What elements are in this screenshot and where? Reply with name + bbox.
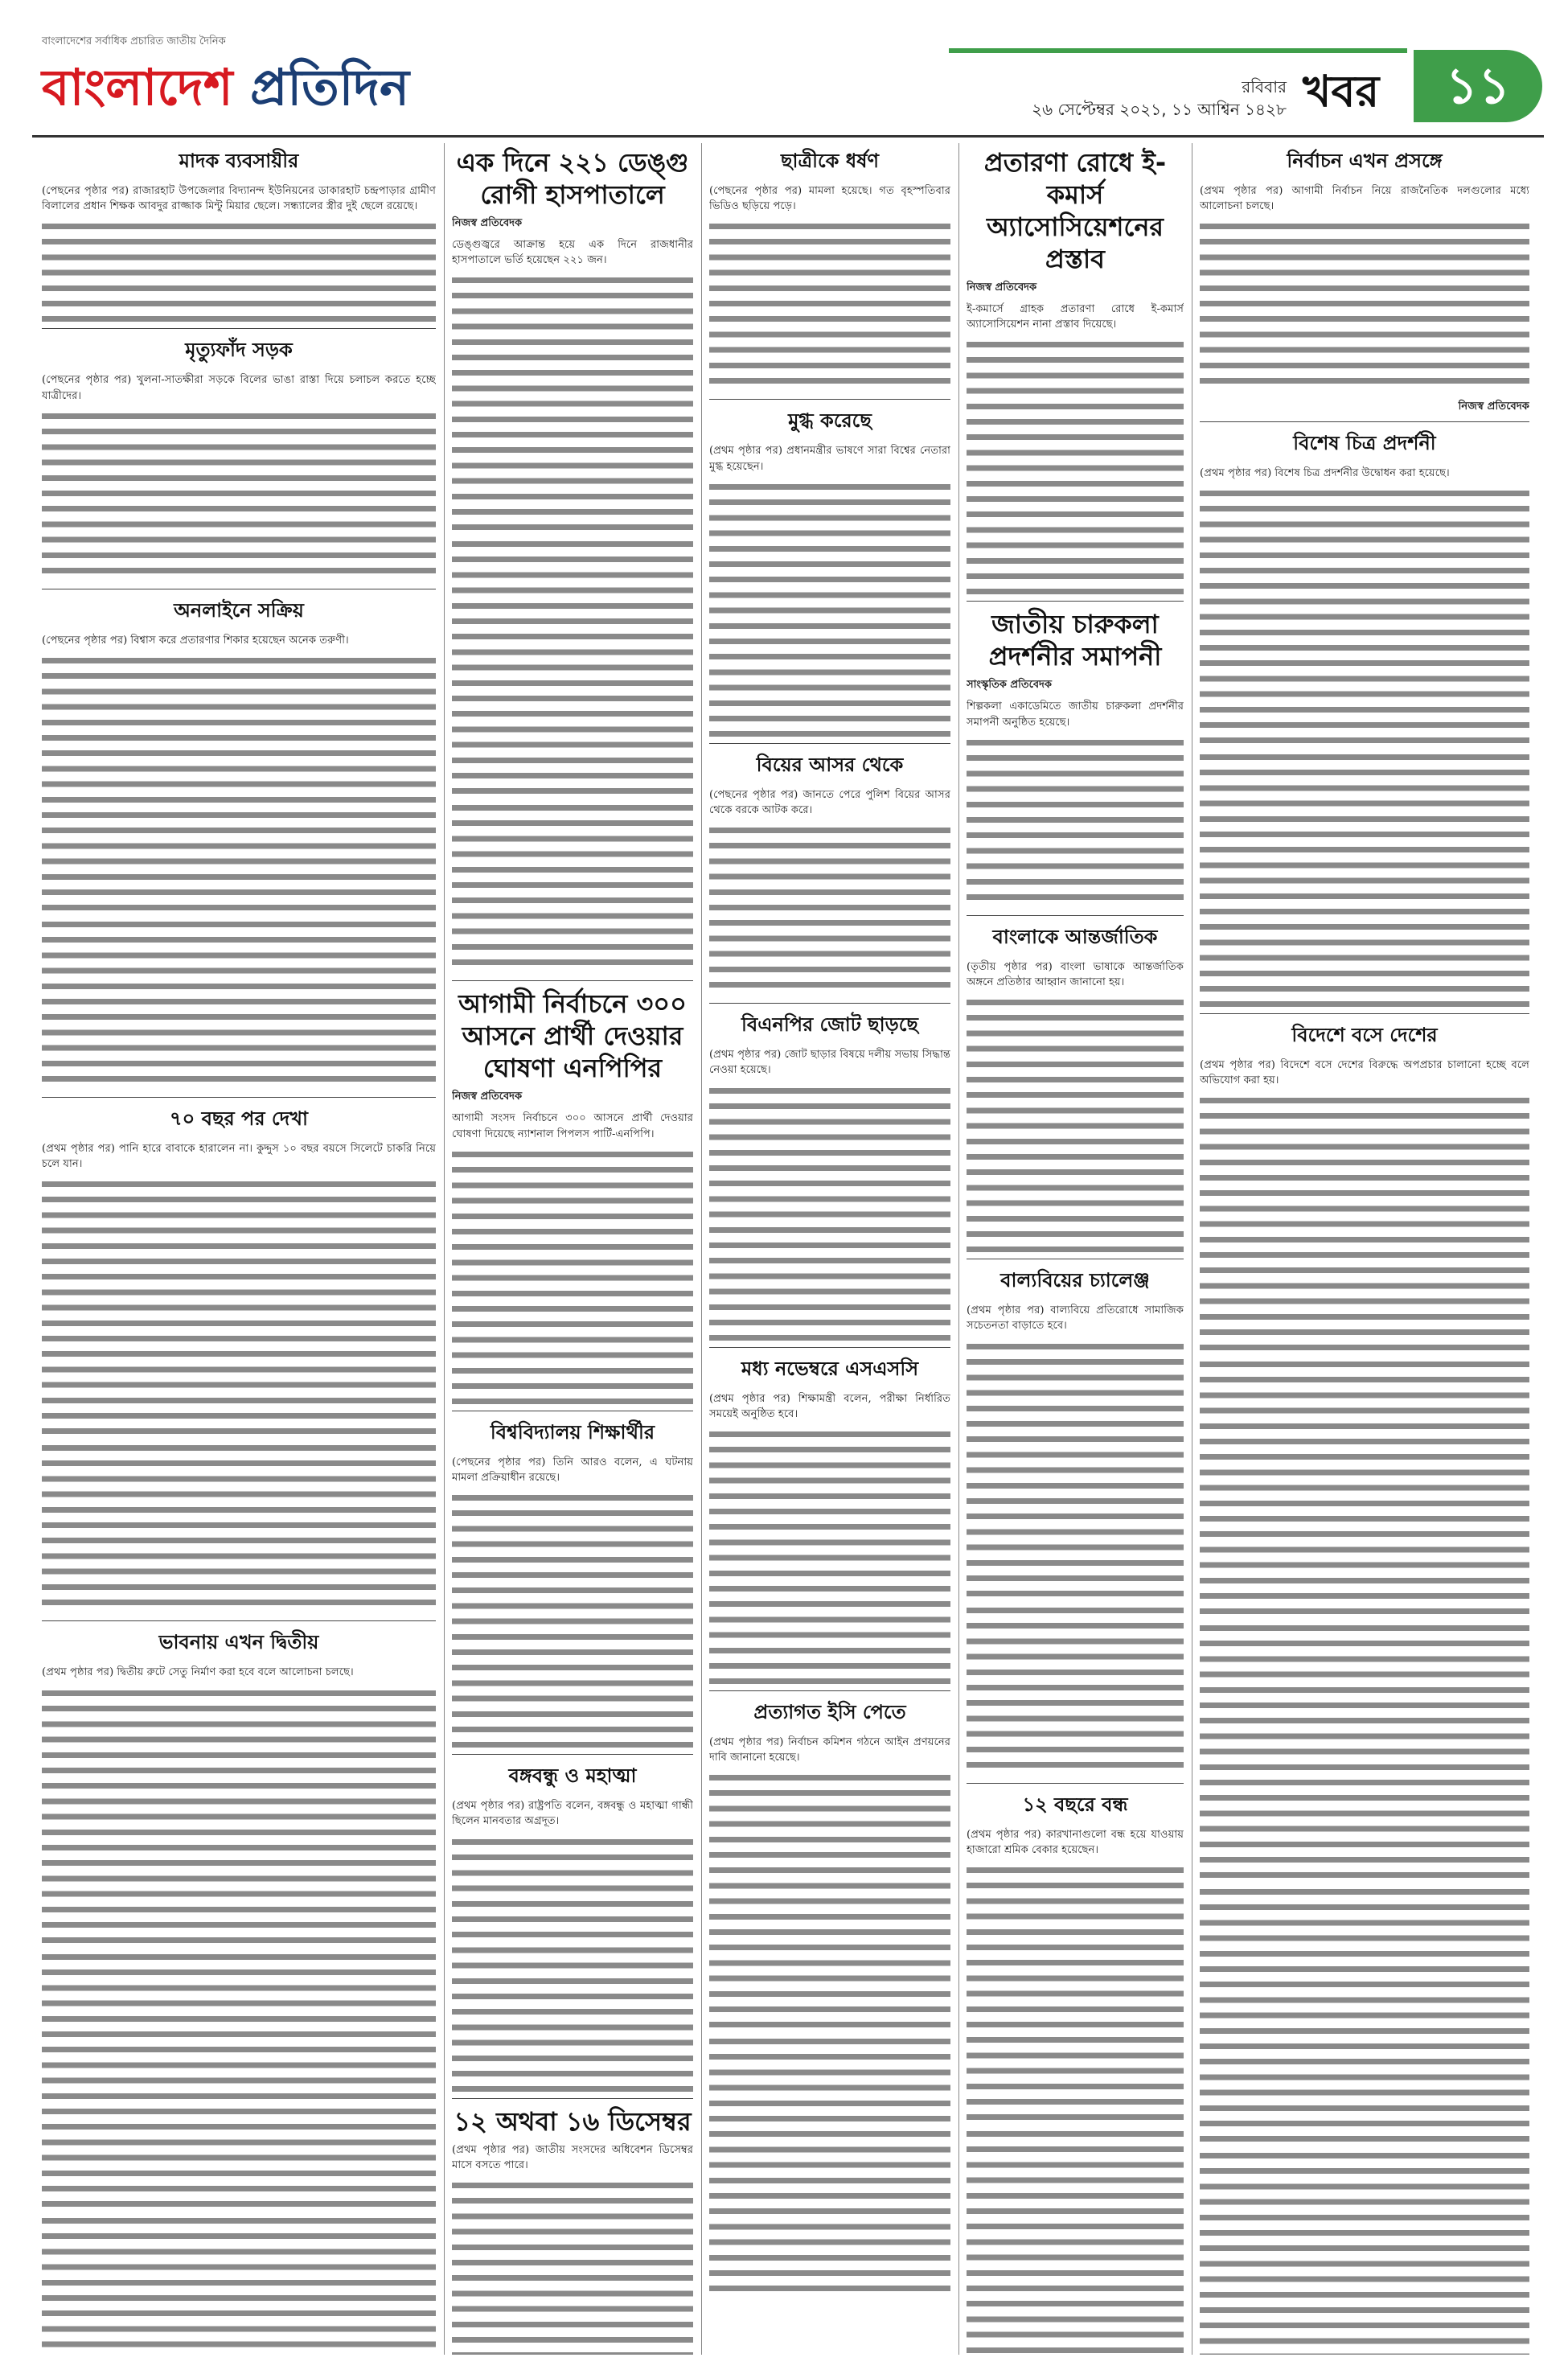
article-lead: (প্রথম পৃষ্ঠার পর) নির্বাচন কমিশন গঠনে আইন প্রণয়নের দাবি জানানো হয়েছে।: [709, 1736, 950, 1764]
article-body-text: [42, 1686, 436, 1943]
header-green-rule: [949, 48, 1407, 53]
article-body-text: [1200, 750, 1529, 1007]
article-lead: (পেছনের পৃষ্ঠার পর) বিশ্বাস করে প্রতারণার শিকার হয়েছেন অনেক তরুণী।: [42, 634, 349, 647]
divider: [1200, 421, 1529, 422]
divider: [452, 980, 693, 981]
article-body-text: [42, 219, 436, 322]
article-body-text: [709, 1083, 950, 1341]
article-body-text: [967, 2126, 1184, 2355]
article-lead: (পেছনের পৃষ্ঠার পর) খুলনা-সাতক্ষীরা সড়কে বিলের ভাঙা রাস্তা দিয়ে চলাচল করতে হচ্ছে যাত্রীদের।: [42, 374, 436, 402]
article-lead: (প্রথম পৃষ্ঠার পর) রাষ্ট্রপতি বলেন, বঙ্গবন্ধু ও মহাত্মা গান্ধী ছিলেন মানবতার অগ্রদূত।: [452, 1800, 693, 1828]
article-lead: ই-কমার্সে গ্রাহক প্রতারণা রোধে ই-কমার্স অ্যাসোসিয়েশন নানা প্রস্তাব দিয়েছে।: [967, 303, 1184, 331]
article-body-text: [709, 2034, 950, 2291]
article-lead: (পেছনের পৃষ্ঠার পর) মামলা হয়েছে। গত বৃহস্পতিবার ভিডিও ছড়িয়ে পড়ে।: [709, 185, 950, 213]
article-body-text: [1200, 1884, 1529, 2142]
article-headline[interactable]: ৭০ বছর পর দেখা: [170, 1107, 308, 1131]
article-body-text: [967, 995, 1184, 1252]
divider: [709, 1003, 950, 1004]
article-body-text: [452, 536, 693, 794]
article-body-text: [967, 1863, 1184, 2120]
article-headline[interactable]: বিশ্ববিদ্যালয় শিক্ষার্থীর: [490, 1420, 655, 1444]
divider: [967, 1783, 1184, 1784]
byline: নিজস্ব প্রতিবেদক: [452, 217, 523, 229]
article-lead: (তৃতীয় পৃষ্ঠার পর) বাংলা ভাষাকে আন্তর্জাতিক অঙ্গনে প্রতিষ্ঠার আহ্বান জানানো হয়।: [967, 960, 1184, 989]
dateline: [917, 76, 1287, 121]
article-body-text: [1200, 2148, 1529, 2355]
article-body-text: [452, 1147, 693, 1404]
byline: নিজস্ব প্রতিবেদক: [967, 281, 1037, 294]
article-headline[interactable]: বঙ্গবন্ধু ও মহাত্মা: [508, 1764, 637, 1788]
logo-tagline: বাংলাদেশের সর্বাধিক প্রচারিত জাতীয় দৈনিক: [42, 35, 226, 47]
article-body-text: [452, 1490, 693, 1748]
article-headline[interactable]: বিশেষ চিত্র প্রদর্শনী: [1293, 431, 1436, 454]
byline: সাংস্কৃতিক প্রতিবেদক: [967, 679, 1052, 692]
article-headline[interactable]: মধ্য নভেম্বরে এসএসসি: [741, 1357, 919, 1380]
divider: [1200, 1013, 1529, 1014]
article-lead: শিল্পকলা একাডেমিতে জাতীয় চারুকলা প্রদর্শনীর সমাপনী অনুষ্ঠিত হয়েছে।: [967, 700, 1184, 729]
article-body-text: [967, 337, 1184, 594]
logo-part-2: প্রতিদিন: [250, 58, 409, 117]
article-body-text: [42, 1440, 436, 1614]
article-body-text: [1200, 1620, 1529, 1878]
page-number: ১১: [1414, 50, 1542, 122]
article-lead: (প্রথম পৃষ্ঠার পর) জোট ছাড়ার বিষয়ে দলীয় সভায় সিদ্ধান্ত নেওয়া হয়েছে।: [709, 1049, 950, 1077]
column-rule: [958, 143, 959, 2355]
divider: [42, 1097, 436, 1098]
logo-text: [42, 50, 409, 133]
article-body-text: [709, 823, 950, 996]
article-body-text: [42, 917, 436, 1090]
divider: [452, 2098, 693, 2099]
article-lead: (প্রথম পৃষ্ঠার পর) দ্বিতীয় রুটে সেতু নির্মাণ করা হবে বলে আলোচনা চলছে।: [42, 1666, 354, 1679]
divider: [967, 601, 1184, 602]
weekday: রবিবার: [1242, 77, 1287, 97]
divider: [709, 1690, 950, 1691]
article-lead: ডেঙ্গুজ্বরে আক্রান্ত হয়ে এক দিনে রাজধানীর হাসপাতালে ভর্তি হয়েছেন ২২১ জন।: [452, 239, 693, 267]
article-body-text: [967, 735, 1184, 909]
article-headline[interactable]: বিয়ের আসর থেকে: [756, 753, 904, 776]
article-body-text: [42, 1949, 436, 2207]
article-headline[interactable]: এক দিনে ২২১ ডেঙ্গু রোগী হাসপাতালে: [456, 147, 689, 210]
article-body-text: [709, 1427, 950, 1684]
article-headline[interactable]: ছাত্রীকে ধর্ষণ: [781, 150, 879, 172]
article-body-text: [42, 653, 436, 910]
article-body-text: [1200, 1357, 1529, 1614]
article-body-text: [42, 1177, 436, 1434]
article-headline[interactable]: অনলাইনে সক্রিয়: [174, 598, 304, 622]
article-headline[interactable]: জাতীয় চারুকলা প্রদর্শনীর সমাপনী: [988, 609, 1162, 672]
article-body-text: [1200, 1093, 1529, 1350]
article-headline[interactable]: প্রতারণা রোধে ই-কমার্স অ্যাসোসিয়েশনের প্রস্তাব: [983, 147, 1167, 274]
newspaper-logo[interactable]: [42, 34, 492, 122]
article-lead: (প্রথম পৃষ্ঠার পর) জাতীয় সংসদের অধিবেশন ডিসেম্বর মাসে বসতে পারে।: [452, 2143, 693, 2171]
article-body-text: [452, 2178, 693, 2355]
article-headline[interactable]: ১২ অথবা ১৬ ডিসেম্বর: [454, 2105, 692, 2137]
article-headline[interactable]: মাদক ব্যবসায়ীর: [179, 150, 299, 172]
byline: নিজস্ব প্রতিবেদক: [452, 1090, 523, 1103]
article-headline[interactable]: মুগ্ধ করেছে: [788, 409, 872, 433]
article-headline[interactable]: মৃত্যুফাঁদ সড়ক: [185, 339, 293, 362]
article-body-text: [42, 409, 436, 582]
article-body-text: [452, 273, 693, 530]
section-name: খবর: [1303, 66, 1380, 117]
article-headline[interactable]: বাল্যবিয়ের চ্যালেঞ্জ: [1000, 1269, 1150, 1292]
column-1: [42, 143, 436, 2355]
article-lead: (প্রথম পৃষ্ঠার পর) আগামী নির্বাচন নিয়ে রাজনৈতিক দলগুলোর মধ্যে আলোচনা চলছে।: [1200, 185, 1529, 213]
article-headline[interactable]: বিদেশে বসে দেশের: [1291, 1023, 1438, 1046]
byline: নিজস্ব প্রতিবেদক: [1458, 400, 1529, 413]
article-body-text: [452, 800, 693, 974]
article-body-text: [709, 1770, 950, 2027]
article-lead: (প্রথম পৃষ্ঠার পর) কারখানাগুলো বন্ধ হয়ে যাওয়ায় হাজারো শ্রমিক বেকার হয়েছেন।: [967, 1828, 1184, 1856]
divider: [452, 1754, 693, 1755]
date: ২৬ সেপ্টেম্বর ২০২১, ১১ আশ্বিন ১৪২৮: [1032, 100, 1287, 119]
divider: [709, 399, 950, 400]
article-headline[interactable]: বাংলাকে আন্তর্জাতিক: [992, 925, 1158, 948]
masthead: [0, 0, 1568, 137]
article-headline[interactable]: আগামী নির্বাচনে ৩০০ আসনে প্রার্থী দেওয়ার ঘোষণা এনপিপির: [458, 988, 687, 1084]
article-body-text: [42, 2213, 436, 2355]
article-lead: (পেছনের পৃষ্ঠার পর) তিনি আরও বলেন, এ ঘটনায় মামলা প্রক্রিয়াধীন রয়েছে।: [452, 1456, 693, 1485]
article-headline[interactable]: বিএনপির জোট ছাড়ছে: [741, 1013, 918, 1037]
article-body-text: [452, 1834, 693, 2092]
column-3: [709, 143, 950, 2355]
divider: [42, 1620, 436, 1621]
column-4: [967, 143, 1184, 2355]
article-lead: (প্রথম পৃষ্ঠার পর) প্রধানমন্ত্রীর ভাষণে সারা বিশ্বের নেতারা মুগ্ধ হয়েছেন।: [709, 445, 950, 473]
article-lead: (প্রথম পৃষ্ঠার পর) বিশেষ চিত্র প্রদর্শনীর উদ্বোধন করা হয়েছে।: [1200, 466, 1450, 479]
article-lead: আগামী সংসদ নির্বাচনে ৩০০ আসনে প্রার্থী দেওয়ার ঘোষণা দিয়েছে ন্যাশনাল পিপলস পার্টি-এনপিপি।: [452, 1112, 693, 1140]
article-lead: (প্রথম পৃষ্ঠার পর) বিদেশে বসে দেশের বিরুদ্ধে অপপ্রচার চালানো হচ্ছে বলে অভিযোগ করা হয়।: [1200, 1058, 1529, 1087]
article-lead: (পেছনের পৃষ্ঠার পর) রাজারহাট উপজেলার বিদ্যানন্দ ইউনিয়নের ডাকারহাট চন্দ্রপাড়ার গ্রামীণ বিলালের প্রধান শিক্ষক আবদুর রাজ্জাক মিন্টু মিয়ার ছেলে। সন্ধ্যালের স্ত্রীর দুই ছেলে রয়েছে।: [42, 185, 436, 213]
article-body-text: [709, 219, 950, 392]
divider: [709, 1347, 950, 1348]
column-rule: [444, 143, 445, 2355]
article-headline[interactable]: ১২ বছরে বন্ধ: [1022, 1793, 1128, 1816]
divider: [42, 328, 436, 329]
article-body-text: [1200, 486, 1529, 743]
article-lead: (প্রথম পৃষ্ঠার পর) পানি হারে বাবাকে হারালেন না। কুদ্দুস ১০ বছর বয়সে সিলেটে চাকরি নিয়ে চলে যান।: [42, 1143, 436, 1171]
logo-part-1: বাংলাদেশ: [42, 58, 233, 117]
article-headline[interactable]: প্রত্যাগত ইসি পেতে: [753, 1701, 906, 1724]
column-rule: [701, 143, 702, 2355]
article-body-text: [709, 479, 950, 737]
article-lead: (পেছনের পৃষ্ঠার পর) জানতে পেরে পুলিশ বিয়ের আসর থেকে বরকে আটক করে।: [709, 788, 950, 817]
article-body-text: [967, 1603, 1184, 1776]
article-body-text: [1200, 219, 1529, 392]
article-lead: (প্রথম পৃষ্ঠার পর) বাল্যবিয়ে প্রতিরোধে সামাজিক সচেতনতা বাড়াতে হবে।: [967, 1304, 1184, 1333]
article-body-text: [967, 1339, 1184, 1596]
divider: [967, 915, 1184, 916]
divider: [709, 743, 950, 744]
column-2: [452, 143, 693, 2355]
header-rule: [32, 135, 1544, 138]
article-headline[interactable]: ভাবনায় এখন দ্বিতীয়: [158, 1631, 319, 1654]
article-headline[interactable]: নির্বাচন এখন প্রসঙ্গে: [1287, 150, 1443, 172]
column-5: [1200, 143, 1529, 2355]
article-lead: (প্রথম পৃষ্ঠার পর) শিক্ষামন্ত্রী বলেন, পরীক্ষা নির্ধারিত সময়েই অনুষ্ঠিত হবে।: [709, 1392, 950, 1420]
